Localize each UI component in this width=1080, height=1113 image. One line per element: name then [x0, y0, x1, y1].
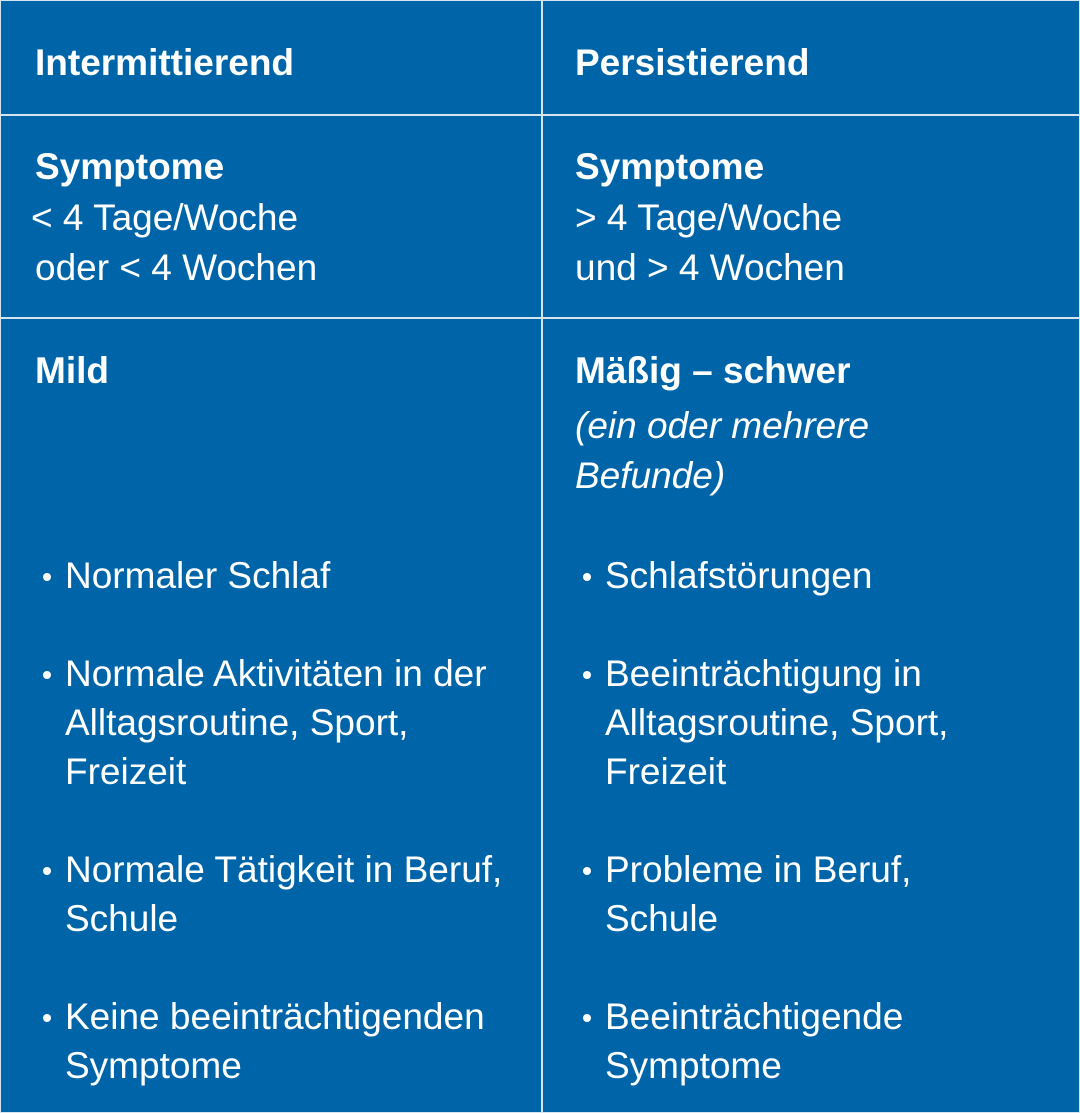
list-item: Beeinträchtigende Symptome [575, 992, 1065, 1090]
symptoms-cell-right [575, 145, 1065, 293]
row-divider-symptoms [1, 317, 1080, 319]
header-persistent: Persistierend [575, 42, 810, 83]
list-item: Beeinträchtigung in Alltagsroutine, Sport, Freizeit [575, 649, 1065, 796]
symptoms-line2-right: und > 4 Wochen [575, 247, 845, 288]
severity-cell-right [575, 349, 1065, 501]
bullet-icon [583, 867, 591, 875]
bullet-icon [583, 1014, 591, 1022]
bullet-icon [43, 671, 51, 679]
severity-list-left [35, 551, 535, 1090]
severity-title-left: Mild [35, 350, 109, 391]
header-cell-intermittent [35, 41, 525, 85]
severity-list-right [575, 551, 1065, 1090]
header-intermittent: Intermittierend [35, 42, 295, 83]
header-cell-persistent [575, 41, 1065, 85]
list-item: Probleme in Beruf, Schule [575, 845, 1065, 943]
bullet-icon [583, 573, 591, 581]
bullet-icon [43, 867, 51, 875]
severity-list-right-container [575, 551, 1065, 1113]
list-item: Schlafstörungen [575, 551, 1065, 600]
severity-note-right: (ein oder mehrere Befunde) [575, 405, 870, 496]
symptoms-title-left: Symptome [35, 146, 225, 187]
list-item: Normale Tätigkeit in Beruf, Schule [35, 845, 535, 943]
list-item: Normaler Schlaf [35, 551, 535, 600]
severity-cell-left [35, 349, 525, 393]
symptoms-title-right: Symptome [575, 146, 765, 187]
symptoms-line1-left: < 4 Tage/Woche [31, 197, 299, 238]
list-item: Keine beeinträchtigenden Symptome [35, 992, 535, 1090]
symptoms-line2-left: oder < 4 Wochen [35, 247, 318, 288]
list-item: Normale Aktivitäten in der Alltagsroutine, Sport, Freizeit [35, 649, 535, 796]
severity-title-right: Mäßig – schwer [575, 350, 851, 391]
severity-list-left-container [35, 551, 535, 1113]
row-divider-header [1, 114, 1080, 116]
column-divider [541, 1, 543, 1113]
bullet-icon [43, 573, 51, 581]
bullet-icon [583, 671, 591, 679]
bullet-icon [43, 1014, 51, 1022]
symptoms-line1-right: > 4 Tage/Woche [575, 197, 843, 238]
symptoms-cell-left [31, 145, 525, 293]
